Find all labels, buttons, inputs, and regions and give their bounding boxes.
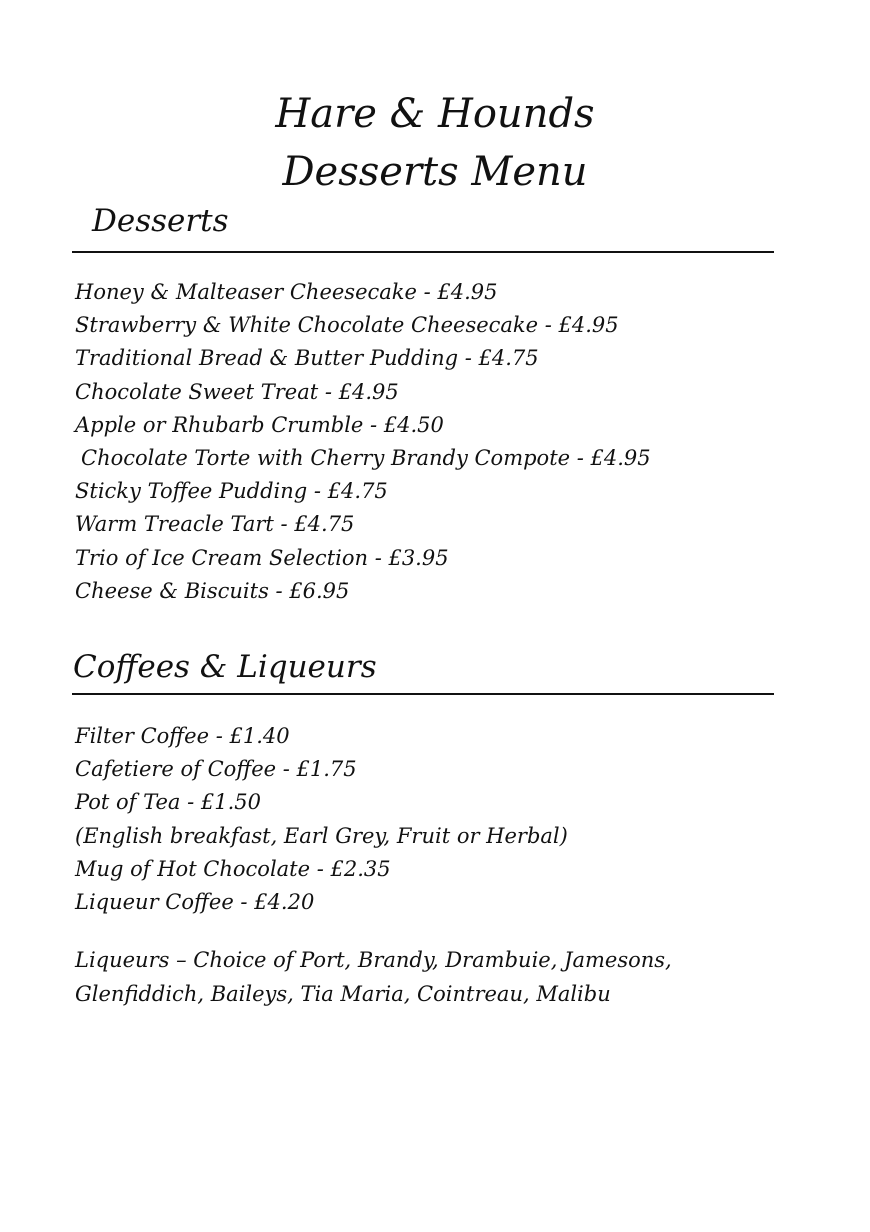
coffee-item: Mug of Hot Chocolate - £2.35 xyxy=(75,856,391,881)
coffee-item: Pot of Tea - £1.50 xyxy=(75,790,262,815)
coffee-item: Cafetiere of Coffee - £1.75 xyxy=(75,757,357,782)
dessert-item: Honey & Malteaser Cheesecake - £4.95 xyxy=(75,280,498,304)
desserts-list xyxy=(75,276,651,608)
dessert-item: Warm Treacle Tart - £4.75 xyxy=(75,512,355,537)
restaurant-name: Hare & Hounds xyxy=(275,91,595,137)
dessert-item: Sticky Toffee Pudding - £4.75 xyxy=(75,479,388,504)
menu-title: Desserts Menu xyxy=(282,149,588,195)
dessert-item: Chocolate Sweet Treat - £4.95 xyxy=(75,379,399,404)
dessert-item: Traditional Bread & Butter Pudding - £4.75 xyxy=(75,346,539,371)
liqueurs-line-1: Liqueurs – Choice of Port, Brandy, Drambuie, Jamesons, xyxy=(75,948,672,972)
coffees-heading: Coffees & Liqueurs xyxy=(73,649,377,685)
desserts-divider xyxy=(72,251,774,253)
liqueurs-note xyxy=(75,943,672,1011)
coffee-item: Liqueur Coffee - £4.20 xyxy=(75,889,315,914)
coffee-item: Filter Coffee - £1.40 xyxy=(75,724,290,748)
dessert-item: Cheese & Biscuits - £6.95 xyxy=(75,578,350,603)
liqueurs-line-2: Glenfiddich, Baileys, Tia Maria, Cointreau, Malibu xyxy=(75,982,611,1006)
dessert-item: Strawberry & White Chocolate Cheesecake - £4.95 xyxy=(75,313,619,338)
coffees-list xyxy=(75,720,568,919)
desserts-heading: Desserts xyxy=(92,203,229,239)
dessert-item: Apple or Rhubarb Crumble - £4.50 xyxy=(75,412,444,437)
coffees-divider xyxy=(72,693,774,695)
dessert-item: Trio of Ice Cream Selection - £3.95 xyxy=(75,545,449,570)
dessert-item: Chocolate Torte with Cherry Brandy Compote - £4.95 xyxy=(81,445,651,470)
tea-options-note: (English breakfast, Earl Grey, Fruit or Herbal) xyxy=(75,823,568,848)
